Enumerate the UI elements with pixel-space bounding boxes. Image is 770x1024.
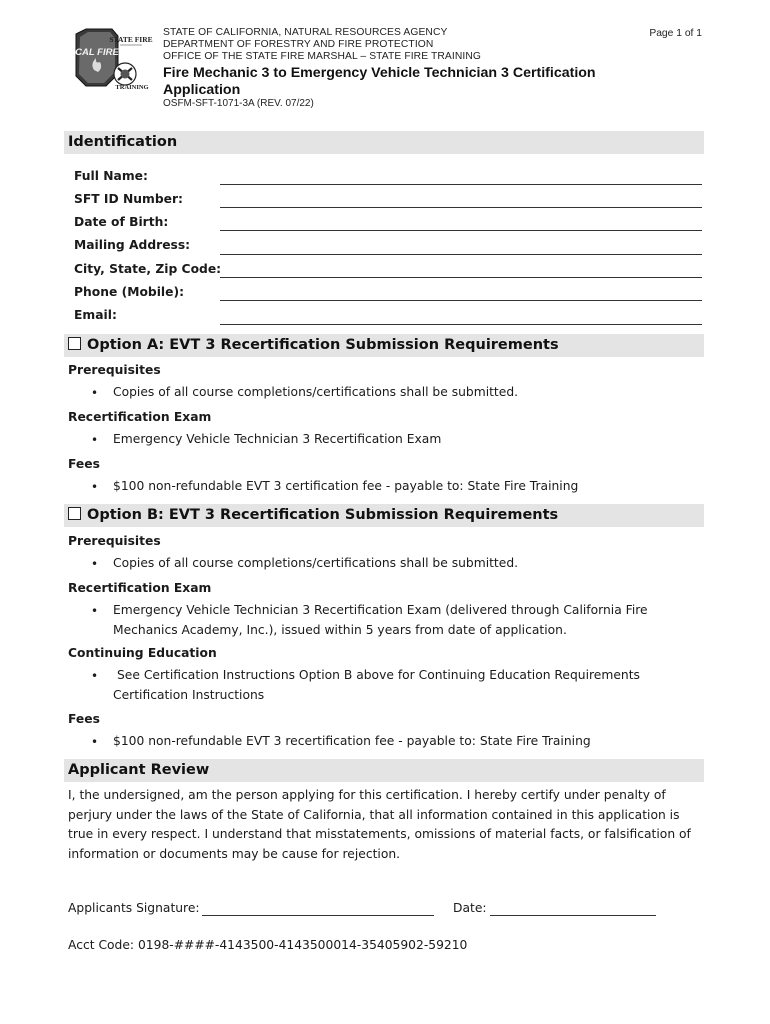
option-a-exam-label: Recertification Exam — [68, 410, 212, 424]
option-a-exam-item: Emergency Vehicle Technician 3 Recertification Exam — [113, 432, 442, 446]
sft-id-field[interactable] — [220, 207, 702, 208]
option-b-fees-item: $100 non-refundable EVT 3 recertification fee - payable to: State Fire Training — [113, 734, 591, 748]
bullet-icon: • — [91, 433, 99, 447]
sft-id-label: SFT ID Number: — [74, 192, 183, 206]
bullet-icon: • — [91, 386, 99, 400]
option-b-ce-item: See Certification Instructions Option B above for Continuing Education Requirements Certification Instructions — [113, 668, 640, 702]
city-state-zip-label: City, State, Zip Code: — [74, 262, 222, 276]
option-a-prerequisites-label: Prerequisites — [68, 363, 161, 377]
option-a-fees-label: Fees — [68, 457, 100, 471]
date-label: Date: — [453, 901, 487, 915]
agency-line-2: DEPARTMENT OF FORESTRY AND FIRE PROTECTION — [163, 39, 434, 50]
option-b-heading-text: Option B: EVT 3 Recertification Submission Requirements — [87, 507, 559, 523]
signature-label: Applicants Signature: — [68, 901, 200, 915]
acct-code: Acct Code: 0198-####-4143500-4143500014-35405902-59210 — [68, 938, 468, 952]
option-b-ce-label: Continuing Education — [68, 646, 217, 660]
applicant-statement: I, the undersigned, am the person applying for this certification. I hereby certify under penalty of perjury under the laws of the State of California, that all information contained in this application is true in every respect. I understand that misstatements, omissions of material facts, or falsification of information or documents may be cause for rejection. — [68, 788, 691, 861]
option-b-prerequisites-label: Prerequisites — [68, 534, 161, 548]
option-b-fees-label: Fees — [68, 712, 100, 726]
cal-fire-state-fire-training-logo — [72, 26, 156, 90]
option-a-heading — [68, 334, 559, 357]
identification-heading: Identification — [68, 134, 178, 150]
option-a-fees-item: $100 non-refundable EVT 3 certification fee - payable to: State Fire Training — [113, 479, 579, 493]
bullet-icon: • — [91, 557, 99, 571]
mailing-address-field[interactable] — [220, 254, 702, 255]
date-of-birth-field[interactable] — [220, 230, 702, 231]
option-a-prerequisites-item: Copies of all course completions/certifications shall be submitted. — [113, 385, 519, 399]
option-b-prerequisites-item: Copies of all course completions/certifications shall be submitted. — [113, 556, 519, 570]
svg-text:TRAINING: TRAINING — [115, 84, 149, 90]
bullet-icon: • — [91, 604, 99, 618]
option-a-heading-text: Option A: EVT 3 Recertification Submission Requirements — [87, 337, 559, 353]
signature-field[interactable] — [202, 915, 434, 916]
bullet-icon: • — [91, 735, 99, 749]
email-label: Email: — [74, 308, 117, 322]
mailing-address-label: Mailing Address: — [74, 238, 191, 252]
form-number: OSFM-SFT-1071-3A (REV. 07/22) — [163, 98, 314, 109]
date-of-birth-label: Date of Birth: — [74, 215, 169, 229]
page-indicator: Page 1 of 1 — [649, 28, 702, 39]
full-name-field[interactable] — [220, 184, 702, 185]
email-field[interactable] — [220, 324, 702, 325]
phone-mobile-label: Phone (Mobile): — [74, 285, 185, 299]
document-title: Fire Mechanic 3 to Emergency Vehicle Technician 3 Certification Application — [163, 65, 596, 98]
date-field[interactable] — [490, 915, 656, 916]
city-state-zip-field[interactable] — [220, 277, 702, 278]
option-a-checkbox[interactable] — [68, 337, 81, 350]
document-header — [0, 0, 770, 120]
svg-text:STATE FIRE: STATE FIRE — [109, 35, 153, 44]
option-b-exam-label: Recertification Exam — [68, 581, 212, 595]
agency-line-3: OFFICE OF THE STATE FIRE MARSHAL – STATE FIRE TRAINING — [163, 51, 481, 62]
bullet-icon: • — [91, 669, 99, 683]
option-b-heading — [68, 504, 558, 527]
full-name-label: Full Name: — [74, 169, 148, 183]
applicant-review-heading: Applicant Review — [68, 762, 210, 778]
svg-text:CAL FIRE: CAL FIRE — [75, 47, 119, 58]
bullet-icon: • — [91, 480, 99, 494]
agency-line-1: STATE OF CALIFORNIA, NATURAL RESOURCES AGENCY — [163, 27, 448, 38]
option-b-checkbox[interactable] — [68, 507, 81, 520]
phone-mobile-field[interactable] — [220, 300, 702, 301]
option-b-exam-item: Emergency Vehicle Technician 3 Recertification Exam (delivered through California Fire Mechanics Academy, Inc.), issued within 5 years from date of application. — [113, 603, 648, 637]
